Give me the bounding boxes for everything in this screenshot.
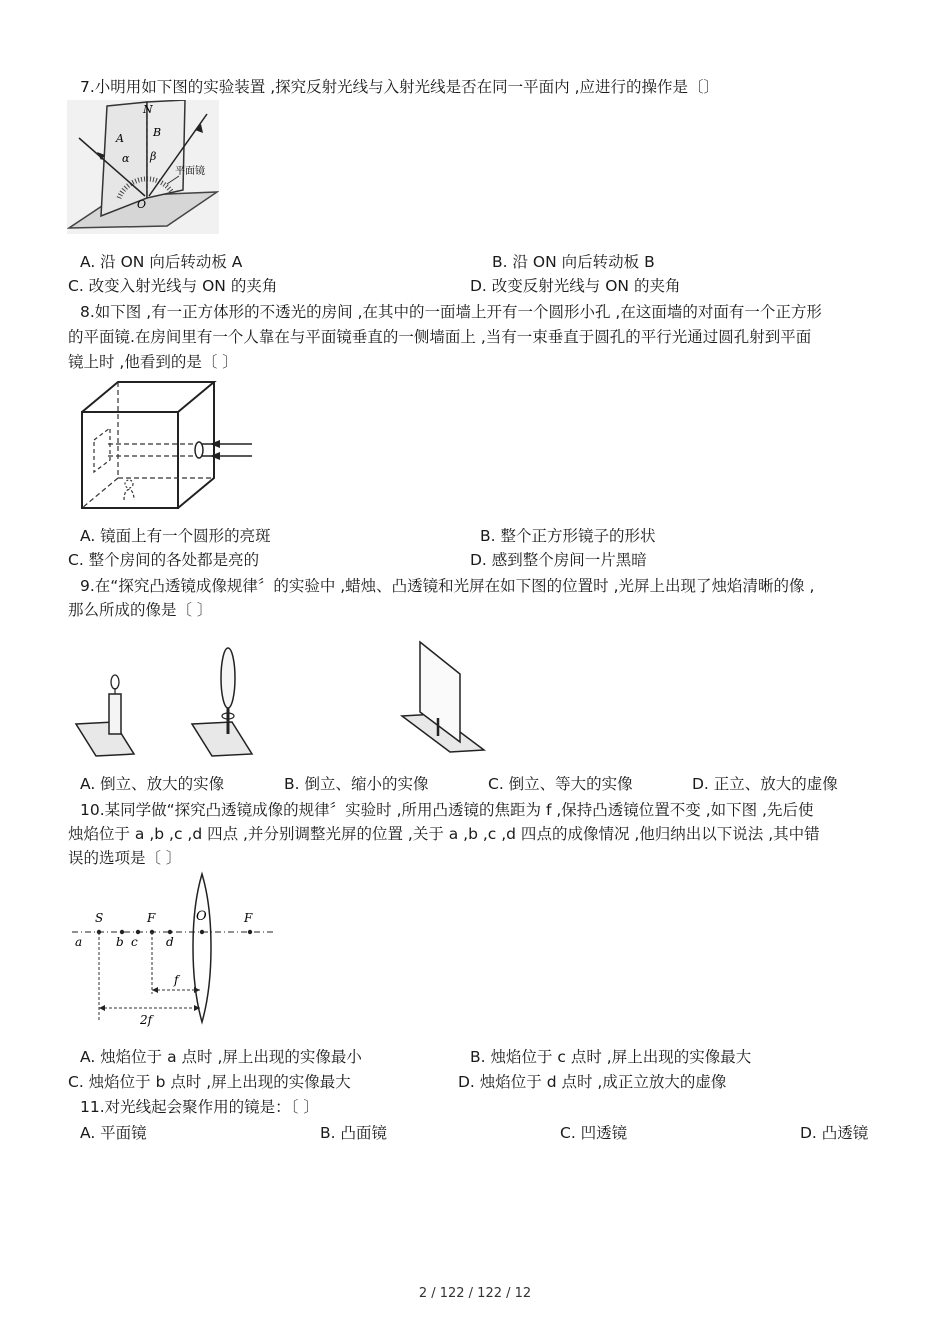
q10-option-c[interactable]: C. 烛焰位于 b 点时 ,屏上出现的实像最大: [68, 1073, 351, 1091]
q7-option-d[interactable]: D. 改变反射光线与 ON 的夹角: [470, 277, 681, 295]
q7-option-a[interactable]: A. 沿 ON 向后转动板 A: [80, 253, 243, 271]
q11-stem: 11.对光线起会聚作用的镜是：〔 〕: [80, 1098, 319, 1116]
q9-stem-line-2: 那么所成的像是〔 〕: [68, 601, 213, 619]
q8-stem-line-1: 8.如下图 ,有一正方体形的不透光的房间 ,在其中的一面墙上开有一个圆形小孔 ,在这面墙的对面有一个正方形: [80, 303, 822, 321]
q9-stem-line-1: 9.在“探究凸透镜成像规律〞的实验中 ,蜡烛、凸透镜和光屏在如下图的位置时 ,光屏上出现了烛焰清晰的像 ,: [80, 577, 815, 595]
q10-fig-label-f: f: [174, 973, 179, 987]
q8-stem-line-3: 镜上时 ,他看到的是〔 〕: [68, 353, 238, 371]
q11-option-b[interactable]: B. 凸面镜: [320, 1124, 387, 1142]
q7-fig-label-alpha: α: [122, 152, 130, 165]
q9-figure: [72, 638, 492, 760]
q7-option-c[interactable]: C. 改变入射光线与 ON 的夹角: [68, 277, 278, 295]
q7-fig-label-mirror: 平面镜: [175, 166, 205, 177]
q8-option-c[interactable]: C. 整个房间的各处都是亮的: [68, 551, 260, 569]
q11-option-d[interactable]: D. 凸透镜: [800, 1124, 869, 1142]
q10-fig-label-2f: 2f: [140, 1013, 153, 1027]
q11-option-a[interactable]: A. 平面镜: [80, 1124, 147, 1142]
q7-fig-label-o: O: [137, 198, 147, 211]
q10-fig-label-f-right: F: [244, 911, 253, 925]
q10-stem-line-1: 10.某同学做“探究凸透镜成像的规律〞实验时 ,所用凸透镜的焦距为 f ,保持凸透镜位置不变 ,如下图 ,先后使: [80, 801, 814, 819]
q11-option-c[interactable]: C. 凹透镜: [560, 1124, 628, 1142]
q10-option-d[interactable]: D. 烛焰位于 d 点时 ,成正立放大的虚像: [458, 1073, 727, 1091]
q7-stem: 7.小明用如下图的实验装置 ,探究反射光线与入射光线是否在同一平面内 ,应进行的操作是〔〕: [80, 78, 719, 96]
q7-fig-label-a: A: [116, 132, 124, 145]
q10-option-b[interactable]: B. 烛焰位于 c 点时 ,屏上出现的实像最大: [470, 1048, 752, 1066]
q7-figure: [67, 100, 219, 234]
q10-fig-label-a: a: [75, 935, 83, 949]
q7-fig-label-beta: β: [150, 150, 157, 163]
q7-option-b[interactable]: B. 沿 ON 向后转动板 B: [492, 253, 655, 271]
q8-figure: [78, 378, 256, 514]
q8-option-d[interactable]: D. 感到整个房间一片黑暗: [470, 551, 647, 569]
page-number: 2 / 122 / 122 / 12: [418, 1286, 532, 1301]
q10-fig-label-b: b: [116, 935, 124, 949]
q9-option-d[interactable]: D. 正立、放大的虚像: [692, 775, 838, 793]
q10-fig-label-o: O: [196, 909, 207, 924]
q10-fig-label-s: S: [95, 911, 104, 925]
q8-option-a[interactable]: A. 镜面上有一个圆形的亮斑: [80, 527, 271, 545]
q10-option-a[interactable]: A. 烛焰位于 a 点时 ,屏上出现的实像最小: [80, 1048, 362, 1066]
q7-fig-label-b: B: [153, 126, 162, 139]
q10-fig-label-f-left: F: [147, 911, 156, 925]
q9-option-b[interactable]: B. 倒立、缩小的实像: [284, 775, 429, 793]
q8-option-b[interactable]: B. 整个正方形镜子的形状: [480, 527, 656, 545]
q10-figure: [70, 870, 275, 1032]
q9-option-a[interactable]: A. 倒立、放大的实像: [80, 775, 225, 793]
q10-stem-line-3: 误的选项是〔 〕: [68, 849, 182, 867]
q10-stem-line-2: 烛焰位于 a ,b ,c ,d 四点 ,并分别调整光屏的位置 ,关于 a ,b ,c ,d 四点的成像情况 ,他归纳出以下说法 ,其中错: [68, 825, 820, 843]
q7-fig-label-n: N: [143, 103, 153, 116]
q8-stem-line-2: 的平面镜.在房间里有一个人靠在与平面镜垂直的一侧墙面上 ,当有一束垂直于圆孔的平行光通过圆孔射到平面: [68, 328, 812, 346]
q9-option-c[interactable]: C. 倒立、等大的实像: [488, 775, 633, 793]
q10-fig-label-d: d: [166, 935, 174, 949]
q10-fig-label-c: c: [131, 935, 138, 949]
